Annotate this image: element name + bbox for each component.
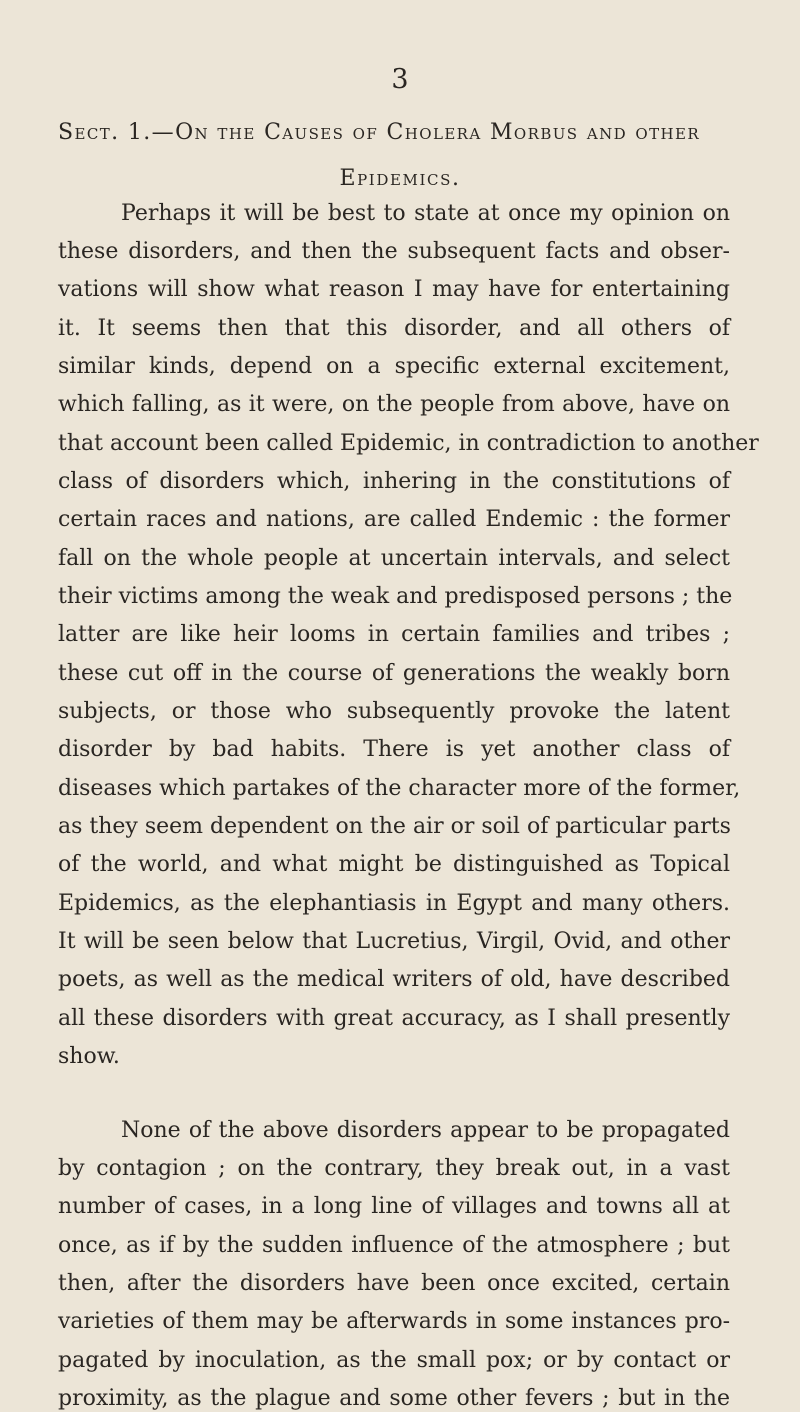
text-line: class of disorders which, inhering in the constitutions of [58, 469, 730, 494]
text-line: of the world, and what might be distinguished as Topical [58, 852, 730, 877]
text-line: disorder by bad habits. There is yet another class of [58, 737, 730, 762]
section-heading: Sect. 1.—On the Causes of Cholera Morbus and other [58, 120, 701, 145]
text-line: similar kinds, depend on a specific external excitement, [58, 354, 730, 379]
text-line: show. [58, 1044, 120, 1069]
text-line: latter are like heir looms in certain families and tribes ; [58, 622, 730, 647]
text-line: subjects, or those who subsequently provoke the latent [58, 699, 730, 724]
text-line: fall on the whole people at uncertain intervals, and select [58, 546, 730, 571]
text-line: varieties of them may be afterwards in some instances pro- [58, 1309, 730, 1334]
text-line: that account been called Epidemic, in contradiction to another [58, 431, 759, 456]
text-line: diseases which partakes of the character more of the former, [58, 776, 741, 801]
text-line: once, as if by the sudden influence of the atmosphere ; but [58, 1233, 730, 1258]
text-line: proximity, as the plague and some other fevers ; but in the [58, 1386, 730, 1411]
text-line: these cut off in the course of generations the weakly born [58, 661, 730, 686]
text-line: all these disorders with great accuracy, as I shall presently [58, 1006, 730, 1031]
text-line: it. It seems then that this disorder, and all others of [58, 316, 730, 341]
text-line: then, after the disorders have been once excited, certain [58, 1271, 730, 1296]
text-line: by contagion ; on the contrary, they break out, in a vast [58, 1156, 730, 1181]
text-line: Epidemics, as the elephantiasis in Egypt and many others. [58, 891, 730, 916]
text-line: as they seem dependent on the air or soil of particular parts [58, 814, 731, 839]
text-line: number of cases, in a long line of villages and towns all at [58, 1194, 730, 1219]
text-line: None of the above disorders appear to be propagated [121, 1118, 730, 1143]
text-line: vations will show what reason I may have for entertaining [58, 277, 730, 302]
text-line: which falling, as it were, on the people from above, have on [58, 392, 730, 417]
text-line: their victims among the weak and predisposed persons ; the [58, 584, 733, 609]
text-line: Perhaps it will be best to state at once my opinion on [121, 201, 730, 226]
text-line: certain races and nations, are called Endemic : the former [58, 507, 730, 532]
text-line: poets, as well as the medical writers of old, have described [58, 967, 730, 992]
text-line: these disorders, and then the subsequent facts and obser- [58, 239, 730, 264]
section-heading-continued: Epidemics. [339, 166, 461, 191]
text-line: It will be seen below that Lucretius, Virgil, Ovid, and other [58, 929, 730, 954]
page-number: 3 [391, 64, 409, 95]
text-line: pagated by inoculation, as the small pox; or by contact or [58, 1348, 730, 1373]
